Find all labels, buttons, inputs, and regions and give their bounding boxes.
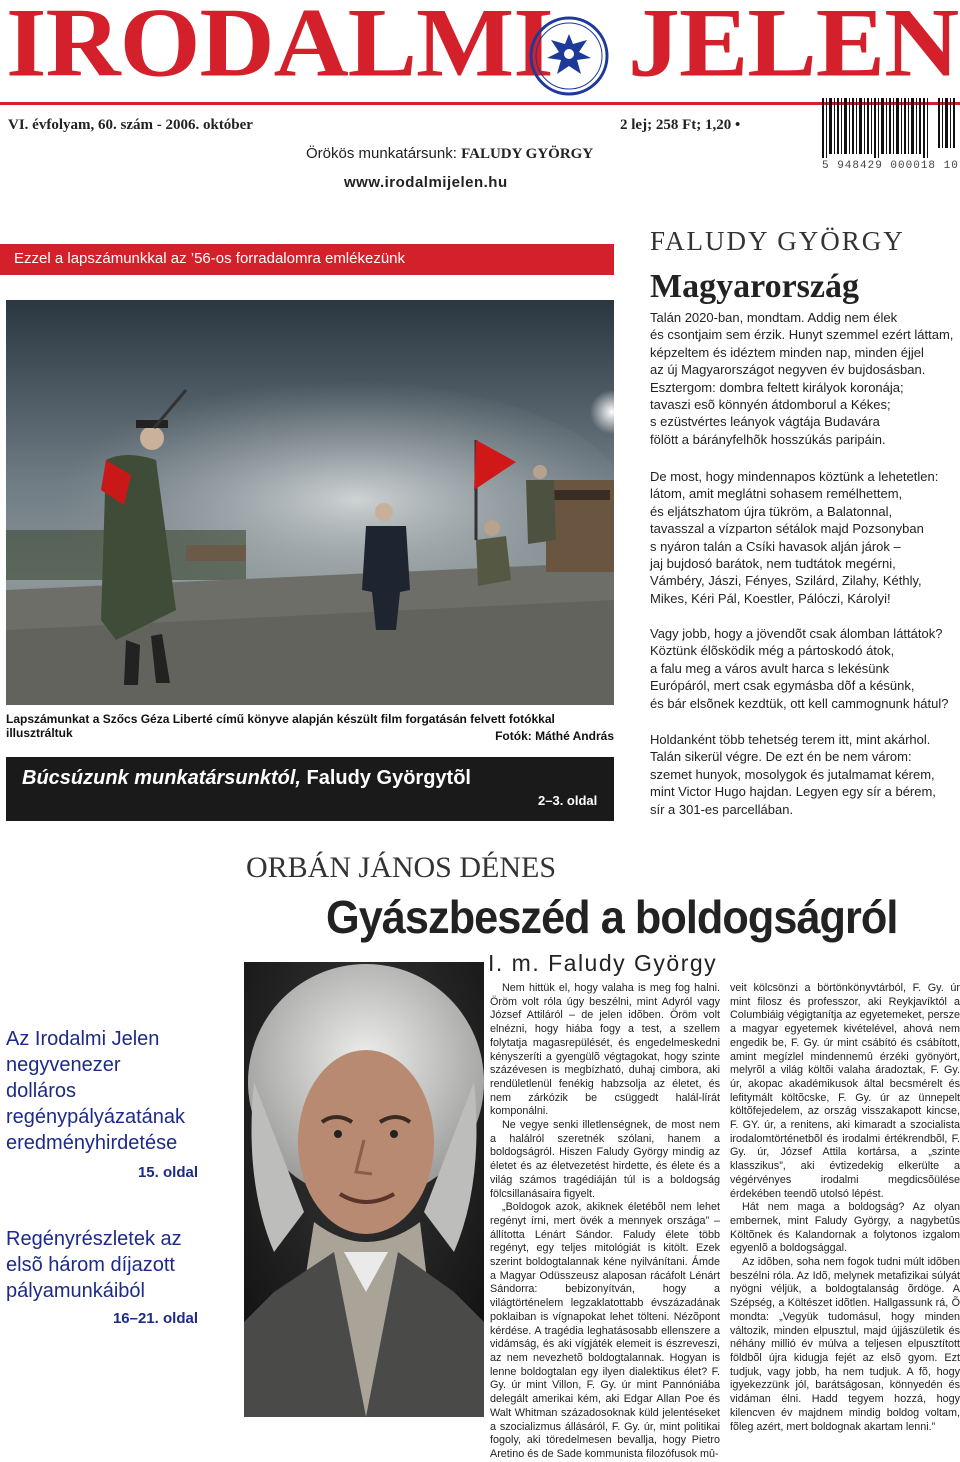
article-paragraph: veit kölcsönzi a börtönkönyvtárból, F. Gy. úr mint filosz és professzor, aki Reykjavíktól a Columbiáig végigtanítja az egyetemeket, persze a magyar egyetemek kivételével, ahová nem engedik be, F. Gy. úr mint csábító és csábított, amint megízlel mindennemû érzéki gyönyört, melyrõl a világ költõi valaha áradoztak, F. Gy. úr, akopac akadémikusok által becsmérelt és lefitymált költõcske, F. Gy. úr az ünnepelt költõfejedelem, az ország visszakapott kincse, F. GY. úr, a renitens, aki kimaradt a szocialista irodalomtörténetbõl és irodalmi értékrendbõl, F. Gy. úr, József Attila kortársa, a „szinte klasszikus”, aki évtizedekig elkerülte a végérvényes irodalmi megdicsõülése érdekében teendõ utolsó lépést. [730,982,960,1200]
poem-line: Vámbéry, Jászi, Fényes, Szilárd, Zilahy, Kéthly, [650,573,922,589]
sidebar-contest-results[interactable]: Az Irodalmi Jelen negyvenezer dolláros regénypályázatának eredményhirdetése [6,1028,186,1154]
sidebar-novel-excerpts[interactable]: Regényrészletek az elsõ három díjazott pályamunkáiból [6,1228,182,1302]
poem-line: Talán sikerül végre. De ezt én be nem várom: [650,749,912,765]
article-subtitle: I. m. Faludy György [488,950,718,976]
banner-text: Ezzel a lapszámunkkal az ’56-os forradalomra emlékezünk [14,250,406,267]
poem-line: s ezüstvértes leányok vágtája Budavára [650,414,880,430]
poem-line: és bár elsõnek kezdtük, ott kell cammognunk hátul? [650,695,949,711]
article-author: ORBÁN JÁNOS DÉNES [246,851,557,884]
masthead-rule [0,102,960,105]
poem-line: fölött a bárányfelhõk hosszúkás paripáin. [650,431,886,447]
issue-info: VI. évfolyam, 60. szám - 2006. október [8,117,253,133]
article-title: Gyászbeszéd a boldogságról [326,891,898,943]
article-paragraph: Hát nem maga a boldogság? Az olyan embernek, mint Faludy György, a nagybetûs Költõnek és Kalandornak a folytonos izgalom egyenlõ a boldogsággal. [730,1201,960,1255]
poem-line: De most, hogy mindennapos köztünk a lehetetlen: [650,469,939,484]
faludy-portrait-photo [244,962,484,1417]
poem-stanza-2 [650,468,960,607]
barcode-number: 5 948429 000018 10 [822,160,959,172]
poem-title: Magyarország [650,268,859,305]
poem-line: Mikes, Kéri Pál, Koestler, Pálóczi, Károlyi! [650,590,891,606]
masthead-title-right: JELEN [628,0,959,98]
promo-text [22,767,471,790]
photo-credit: Fotók: Máthé András [495,729,614,743]
poem-line: látom, amit meglátni sohasem remélhettem, [650,486,903,502]
permanent-label: Örökös munkatársunk: [306,145,457,162]
poem-line: Talán 2020-ban, mondtam. Addig nem élek [650,310,898,325]
promo-lead: Búcsúzunk munkatársunktól, [22,767,301,789]
permanent-name: FALUDY GYÖRGY [461,146,594,162]
poem-line: mint Victor Hugo hajdan. Legyen egy sír a bérem, [650,784,936,800]
permanent-contributor [306,145,593,163]
poem-line: Európáról, mert csak egymásba dõf a késünk, [650,678,915,694]
article-paragraph: Ne vegye senki illetlenségnek, de most nem a halálról szeretnék szólani, hanem a boldogságról. Hiszen Faludy György mindig az életet és az életvezetést hirdette, és élete és a világ számos tragédiáján túl is a boldogság fölcsillanásaira figyelt. [490,1119,720,1200]
poem-line: Holdanként több tehetség terem itt, mint akárhol. [650,732,931,747]
sidebar-contest-page: 15. oldal [137,1164,198,1181]
sidebar-excerpts-page: 16–21. oldal [112,1310,198,1327]
poem-line: és eljátszhatom újra tükröm, a Balatonnal, [650,503,893,519]
article-column-1 [490,982,720,1462]
poem-author: FALUDY GYÖRGY [650,226,905,256]
promo-name: Faludy Györgytõl [306,767,471,789]
poem-line: tavasszal a vízparton sétálok majd Pozsonyban [650,521,924,537]
article-column-2 [730,982,960,1434]
article-paragraph: Nem hittük el, hogy valaha is meg fog halni. Öröm volt róla úgy beszélni, mint Adyról vagy József Attiláról – de jelen idõben. Öröm volt elnézni, hogy hiába fogy a test, a szellem folytatja magasrepülését, és engedelmeskedni kényszeríti a gyengülõ végtagokat, hogy szinte százévesen is megbízható, duhaj cimbora, aki rendületlenül fenékig habzsolja az életet, és nem zárkózik be csüggedt halál-lírát komponálni. [490,982,720,1118]
commemoration-banner [0,244,614,275]
poem-line: Vagy jobb, hogy a jövendõt csak álomban láttátok? [650,626,943,641]
feature-photo [6,300,614,705]
poem-line: jaj bujdosó barátok, nem tudtátok megérni, [650,556,896,572]
poem-line: a falu meg a város avult harca s lekésünk [650,660,890,676]
poem-stanza-4 [650,731,960,818]
article-paragraph: Az idõben, soha nem fogok tudni múlt idõben beszélni róla. Az Idõ, melynek metafizikai súlyát nyögni véljük, a boldogtalanság õrdöge. A Szépség, a Költészet idõtlen. Hallgassunk rá, Õ mondta: „Vegyük tudomásul, hogy minden változik, minden elpusztul, majd újjászületik és néhány millió év múlva a teljesen elpusztított földbõl újra kidugja fejét az elsõ gyom. Ezt tudjuk, vagy jobb, ha nem tudjuk. A fõ, hogy igyekezzünk jól, barátságosan, könnyedén és vidáman élni. Hadd tegyem hozzá, hogy kilencven év majdnem mindig boldog voltam, fõleg azért, mert boldognak akartam lenni.” [730,1256,960,1433]
promo-page: 2–3. oldal [538,793,598,808]
eagle-crest-icon [527,14,611,98]
article-paragraph: „Boldogok azok, akiknek életébõl nem lehet regényt írni, mert övék a mennyek országa” – állította Lénárt Sándor. Faludy élete több regényt, egy teljes mitológiát is kitölt. Ezek szerint boldogtalannak kéne nyilvánítani. Ámde a Magyar Odüsszeusz alaposan rácáfolt Lénárt Sándorra: bebizonyítván, hogy a világtörténelem legzaklatottabb évszázadának poklaiban is vígnapokat lehet tölteni. Nézõpont kérdése. A tragédia leghatásosabb ellenszere a vidámság, és aki vígjáték elemeit is észreveszi, az nem nevezhetõ boldogtalannak. Hogyan is lenne boldogtalan egy ilyen dialektikus élet? F. Gy. úr mint Villon, F. Gy. úr mint Pannóniába delegált amerikai kém, aki Edgar Allan Poe és Walt Whitman századosoknak küld jelentéseket a szocializmus állásáról, F. Gy. úr, mint politikai fogoly, aki töredelmesen bevallja, hogy Pietro Aretino és de Sade kommunista filozófusok mû- [490,1201,720,1460]
website-link[interactable]: www.irodalmijelen.hu [344,174,508,191]
photo-caption: Lapszámunkat a Szőcs Géza Liberté című könyve alapján készült film forgatásán felvett fotókkal illusztráltuk [6,712,555,740]
poem-line: tavaszi esõ könnyén átdomborul a Kékes; [650,397,891,413]
poem-line: szemet hunyok, mosolygok és jutalmamat kérem, [650,766,935,782]
poem-line: s nyáron talán a Csíki havasok alján járok – [650,538,901,554]
poem-stanza-3 [650,625,960,712]
price-info: 2 lej; 258 Ft; 1,20 • [620,117,741,133]
poem-line: Köztünk élõsködik még a pártoskodó átok, [650,643,895,659]
poem-stanza-1 [650,309,960,448]
masthead [0,0,960,100]
poem-line: képzeltem és idéztem minden nap, minden éjjel [650,344,924,360]
poem-line: sír a 301-es parcellában. [650,801,794,817]
poem-line: az új Magyarországot negyven év bujdosásban. [650,362,926,378]
poem-line: és csontjaim sem érzik. Hunyt szemmel ezért láttam, [650,327,954,343]
masthead-title-left: IRODALMI [6,0,553,98]
poem-line: Esztergom: dombra feltett királyok koronája; [650,379,904,395]
farewell-promo[interactable] [6,757,614,821]
